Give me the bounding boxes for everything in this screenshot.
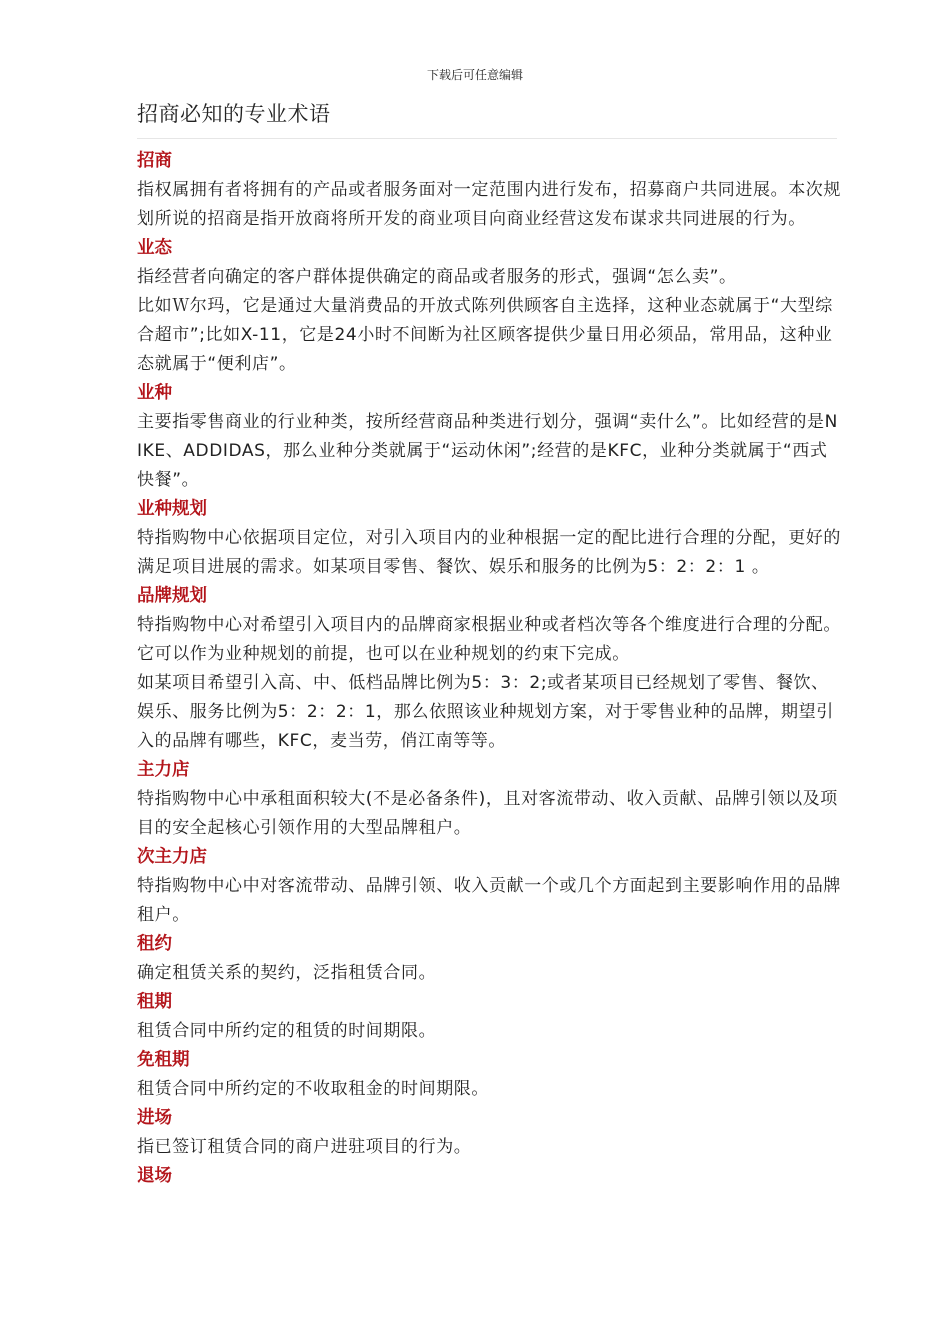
glossary-entry: [137, 582, 842, 756]
term-heading: 租期: [137, 992, 172, 1012]
term-definition: 比如Ｗ尔玛，它是通过大量消费品的开放式陈列供顾客自主选择，这种业态就属于“大型综合超市”;比如X-11，它是24小时不间断为社区顾客提供少量日用必须品，常用品，这种业态就属于“便利店”。: [137, 296, 833, 374]
term-definition: 特指购物中心对希望引入项目内的品牌商家根据业种或者档次等各个维度进行合理的分配。它可以作为业种规划的前提，也可以在业种规划的约束下完成。: [137, 615, 841, 664]
document-title: 招商必知的专业术语: [137, 102, 331, 126]
term-definition: 主要指零售商业的行业种类，按所经营商品种类进行划分，强调“卖什么”。比如经营的是NIKE、ADDIDAS，那么业种分类就属于“运动休闲”;经营的是KFC，业种分类就属于“西式快餐”。: [137, 412, 838, 490]
term-definition: 特指购物中心中对客流带动、品牌引领、收入贡献一个或几个方面起到主要影响作用的品牌租户。: [137, 876, 841, 925]
glossary-entry: [137, 1046, 842, 1104]
glossary-entry: [137, 843, 842, 930]
term-heading: 进场: [137, 1108, 172, 1128]
term-definition: 如某项目希望引入高、中、低档品牌比例为5：3：2;或者某项目已经规划了零售、餐饮、娱乐、服务比例为5：2：2：1，那么依照该业种规划方案，对于零售业种的品牌，期望引入的品牌有哪些，KFC，麦当劳，俏江南等等。: [137, 673, 834, 751]
term-heading: 品牌规划: [137, 586, 207, 606]
glossary-entry: [137, 1162, 842, 1191]
glossary-entry: [137, 930, 842, 988]
title-divider: [137, 138, 837, 139]
header-note: 下载后可任意编辑: [426, 68, 523, 82]
glossary-entry: [137, 234, 842, 379]
term-heading: 业种规划: [137, 499, 207, 519]
glossary-entry: [137, 379, 842, 495]
term-heading: 免租期: [137, 1050, 190, 1070]
term-heading: 主力店: [137, 760, 190, 780]
term-heading: 租约: [137, 934, 172, 954]
term-heading: 业种: [137, 383, 172, 403]
term-heading: 招商: [137, 151, 172, 171]
glossary-content: [137, 147, 842, 1191]
term-definition: 指已签订租赁合同的商户进驻项目的行为。: [137, 1137, 472, 1157]
term-heading: 退场: [137, 1166, 172, 1186]
term-definition: 指权属拥有者将拥有的产品或者服务面对一定范围内进行发布，招募商户共同进展。本次规划所说的招商是指开放商将所开发的商业项目向商业经营这发布谋求共同进展的行为。: [137, 180, 841, 229]
term-heading: 业态: [137, 238, 172, 258]
term-definition: 租赁合同中所约定的租赁的时间期限。: [137, 1021, 437, 1041]
glossary-entry: [137, 147, 842, 234]
term-heading: 次主力店: [137, 847, 207, 867]
term-definition: 确定租赁关系的契约，泛指租赁合同。: [137, 963, 437, 983]
glossary-entry: [137, 1104, 842, 1162]
glossary-entry: [137, 495, 842, 582]
term-definition: 特指购物中心依据项目定位，对引入项目内的业种根据一定的配比进行合理的分配，更好的满足项目进展的需求。如某项目零售、餐饮、娱乐和服务的比例为5：2：2：1 。: [137, 528, 841, 577]
glossary-entry: [137, 988, 842, 1046]
term-definition: 租赁合同中所约定的不收取租金的时间期限。: [137, 1079, 489, 1099]
term-definition: 特指购物中心中承租面积较大(不是必备条件)，且对客流带动、收入贡献、品牌引领以及项目的安全起核心引领作用的大型品牌租户。: [137, 789, 838, 838]
glossary-entry: [137, 756, 842, 843]
term-definition: 指经营者向确定的客户群体提供确定的商品或者服务的形式，强调“怎么卖”。: [137, 267, 737, 287]
